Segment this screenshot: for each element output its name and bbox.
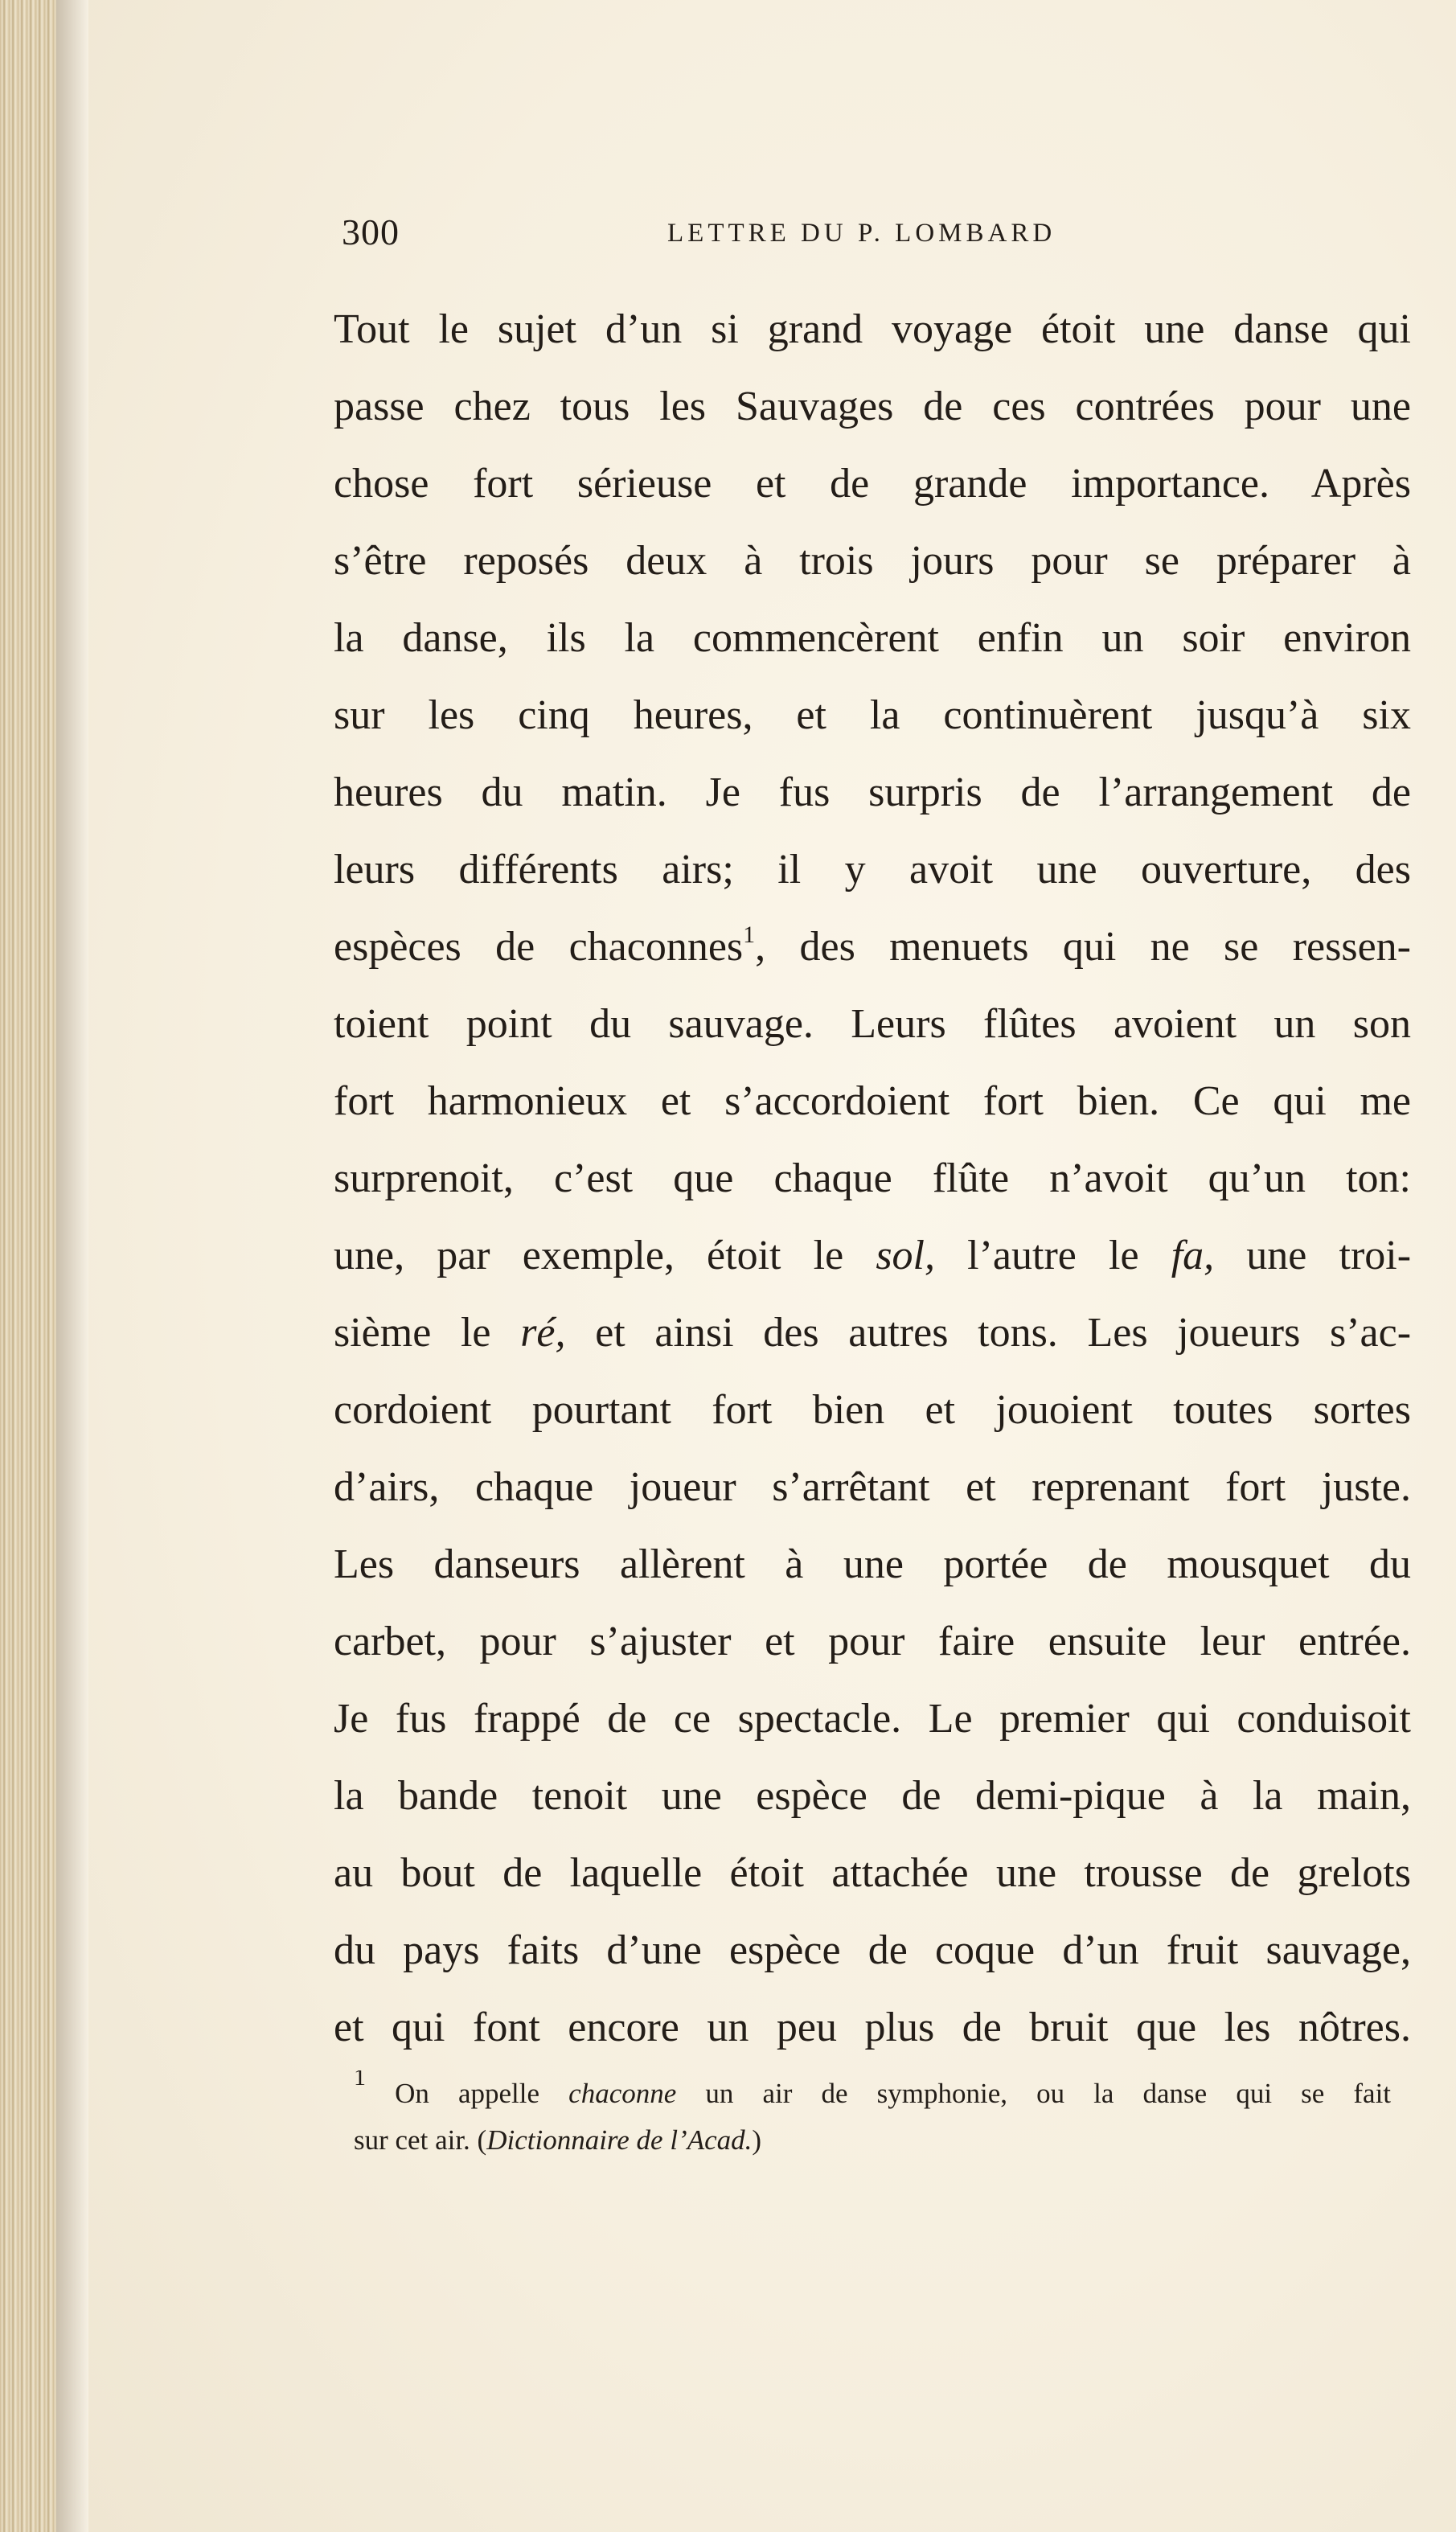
text-line: sième le ré, et ainsi des autres tons. Les joueurs s’ac-: [334, 1310, 1411, 1356]
footnote-marker: 1: [354, 2070, 366, 2091]
italic-term: sol,: [876, 1233, 935, 1278]
text-line: carbet, pour s’ajuster et pour faire ensuite leur entrée.: [334, 1619, 1411, 1664]
text-line: Tout le sujet d’un si grand voyage étoit une danse qui: [334, 306, 1411, 352]
footnote-citation: Dictionnaire de l’Acad.: [486, 2124, 753, 2156]
text-line: surprenoit, c’est que chaque flûte n’avoit qu’un ton:: [334, 1155, 1411, 1201]
text-line: heures du matin. Je fus surpris de l’arrangement de: [334, 769, 1411, 815]
text-line: espèces de chaconnes$^1$, des menuets qui ne se ressen-: [334, 921, 1411, 970]
text-line: la danse, ils la commencèrent enfin un soir environ: [334, 615, 1411, 661]
text-line: et qui font encore un peu plus de bruit que les nôtres.: [334, 2005, 1411, 2050]
footnote-line: $^1$ On appelle chaconne un air de symphonie, ou la danse qui se fait: [354, 2070, 1391, 2117]
text-line: Je fus frappé de ce spectacle. Le premier qui conduisoit: [334, 1696, 1411, 1742]
italic-term: chaconne: [568, 2078, 677, 2109]
book-page-edges: [0, 0, 56, 2532]
text-line: la bande tenoit une espèce de demi-pique à la main,: [334, 1773, 1411, 1819]
text-line: une, par exemple, étoit le sol, l’autre le fa, une troi-: [334, 1233, 1411, 1278]
footnote-line: sur cet air. (Dictionnaire de l’Acad.): [354, 2124, 762, 2156]
page-number: 300: [342, 211, 400, 252]
running-head: [342, 211, 1403, 259]
text-line: sur les cinq heures, et la continuèrent jusqu’à six: [334, 692, 1411, 738]
text-line: chose fort sérieuse et de grande importance. Après: [334, 461, 1411, 507]
text-line: au bout de laquelle étoit attachée une trousse de grelots: [334, 1850, 1411, 1896]
text-line: d’airs, chaque joueur s’arrêtant et reprenant fort juste.: [334, 1464, 1411, 1510]
running-title: LETTRE DU P. LOMBARD: [667, 219, 1056, 248]
footnote-reference: 1: [743, 921, 756, 948]
body-text: [334, 291, 1411, 2066]
text-line: Les danseurs allèrent à une portée de mousquet du: [334, 1541, 1411, 1587]
gutter-shadow: [56, 0, 88, 2532]
text-line: cordoient pourtant fort bien et jouoient toutes sortes: [334, 1387, 1411, 1433]
text-line: toient point du sauvage. Leurs flûtes avoient un son: [334, 1001, 1411, 1047]
italic-term: fa,: [1171, 1233, 1215, 1278]
text-line: du pays faits d’une espèce de coque d’un fruit sauvage,: [334, 1927, 1411, 1973]
italic-term: ré,: [520, 1310, 566, 1356]
footnote: [354, 2070, 1391, 2164]
text-line: s’être reposés deux à trois jours pour se préparer à: [334, 538, 1411, 584]
text-line: leurs différents airs; il y avoit une ouverture, des: [334, 847, 1411, 893]
text-line: passe chez tous les Sauvages de ces contrées pour une: [334, 384, 1411, 429]
text-line: fort harmonieux et s’accordoient fort bien. Ce qui me: [334, 1078, 1411, 1124]
